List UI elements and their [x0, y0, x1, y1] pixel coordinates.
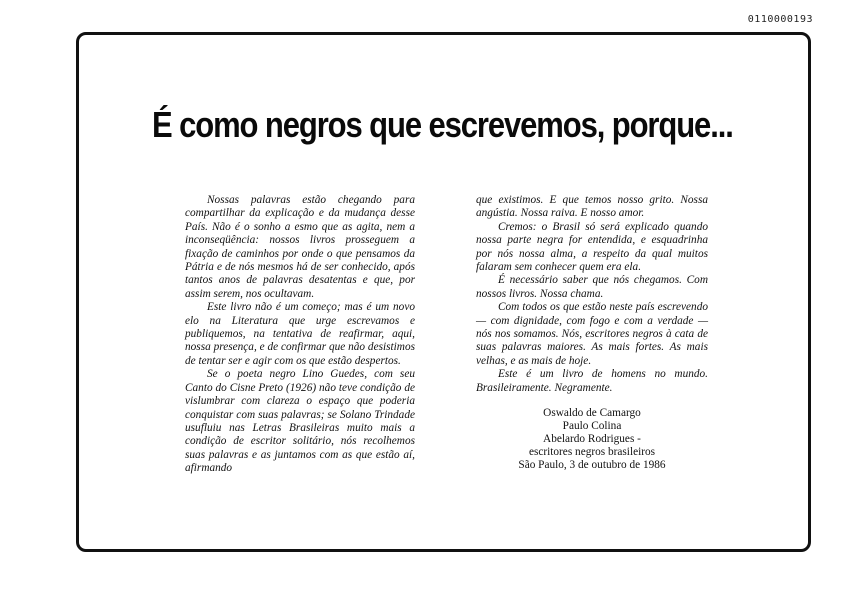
left-text-column	[185, 194, 415, 476]
signature-author-3: Abelardo Rodrigues -	[543, 433, 641, 446]
right-paragraph-1: que existimos. E que temos nosso grito. Nossa angústia. Nossa raiva. E nosso amor.	[476, 194, 708, 220]
right-text-column	[476, 194, 708, 472]
signature-block	[476, 407, 708, 472]
page-headline: É como negros que escrevemos, porque...	[152, 104, 733, 146]
left-paragraph-3: Se o poeta negro Lino Guedes, com seu Canto do Cisne Preto (1926) não teve condição de vislumbrar com clareza o espaço que poderia conquistar com suas palavras; se Solano Trindade usufluiu nas Letras Brasileiras muito mais a condição de escritor solitário, nós recolhemos suas palavras e as juntamos com as que estão aí, afirmando	[185, 368, 415, 475]
left-paragraph-2: Este livro não é um começo; mas é um novo elo na Literatura que urge escrevamos e publiquemos, na tentativa de reafirmar, aqui, nossa presença, e de confirmar que não desistimos de tentar ser e agir com os que estão despertos.	[185, 301, 415, 367]
right-paragraph-5: Este é um livro de homens no mundo. Brasileiramente. Negramente.	[476, 368, 708, 394]
signature-author-1: Oswaldo de Camargo	[543, 407, 641, 420]
document-stamp-number: 0110000193	[747, 14, 813, 25]
right-paragraph-3: É necessário saber que nós chegamos. Com nossos livros. Nossa chama.	[476, 274, 708, 300]
left-paragraph-1: Nossas palavras estão chegando para compartilhar da explicação e da mudança desse País. Não é o sonho a esmo que as agita, nem a inconseqüência: nossos livros prosseguem a fixação de caminhos por onde o que pensamos da Pátria e de nós mesmos há de ser conhecido, após tantos anos de palavras desatentas e que, por assim serem, nos ocultavam.	[185, 194, 415, 300]
signature-place-date: São Paulo, 3 de outubro de 1986	[518, 459, 666, 472]
right-paragraph-4: Com todos os que estão neste país escrevendo — com dignidade, com fogo e com a verdade — nós nos somamos. Nós, escritores negros à cata de suas palavras maiores. As mais fortes. As mais velhas, e as mais de hoje.	[476, 301, 708, 367]
signature-author-2: Paulo Colina	[562, 420, 622, 433]
right-paragraph-2: Cremos: o Brasil só será explicado quando nossa parte negra for entendida, e esquadrinha por nós nossa alma, a respeito da qual muitos falaram sem conhecer quem era ela.	[476, 220, 708, 274]
signature-subtitle: escritores negros brasileiros	[528, 446, 656, 459]
